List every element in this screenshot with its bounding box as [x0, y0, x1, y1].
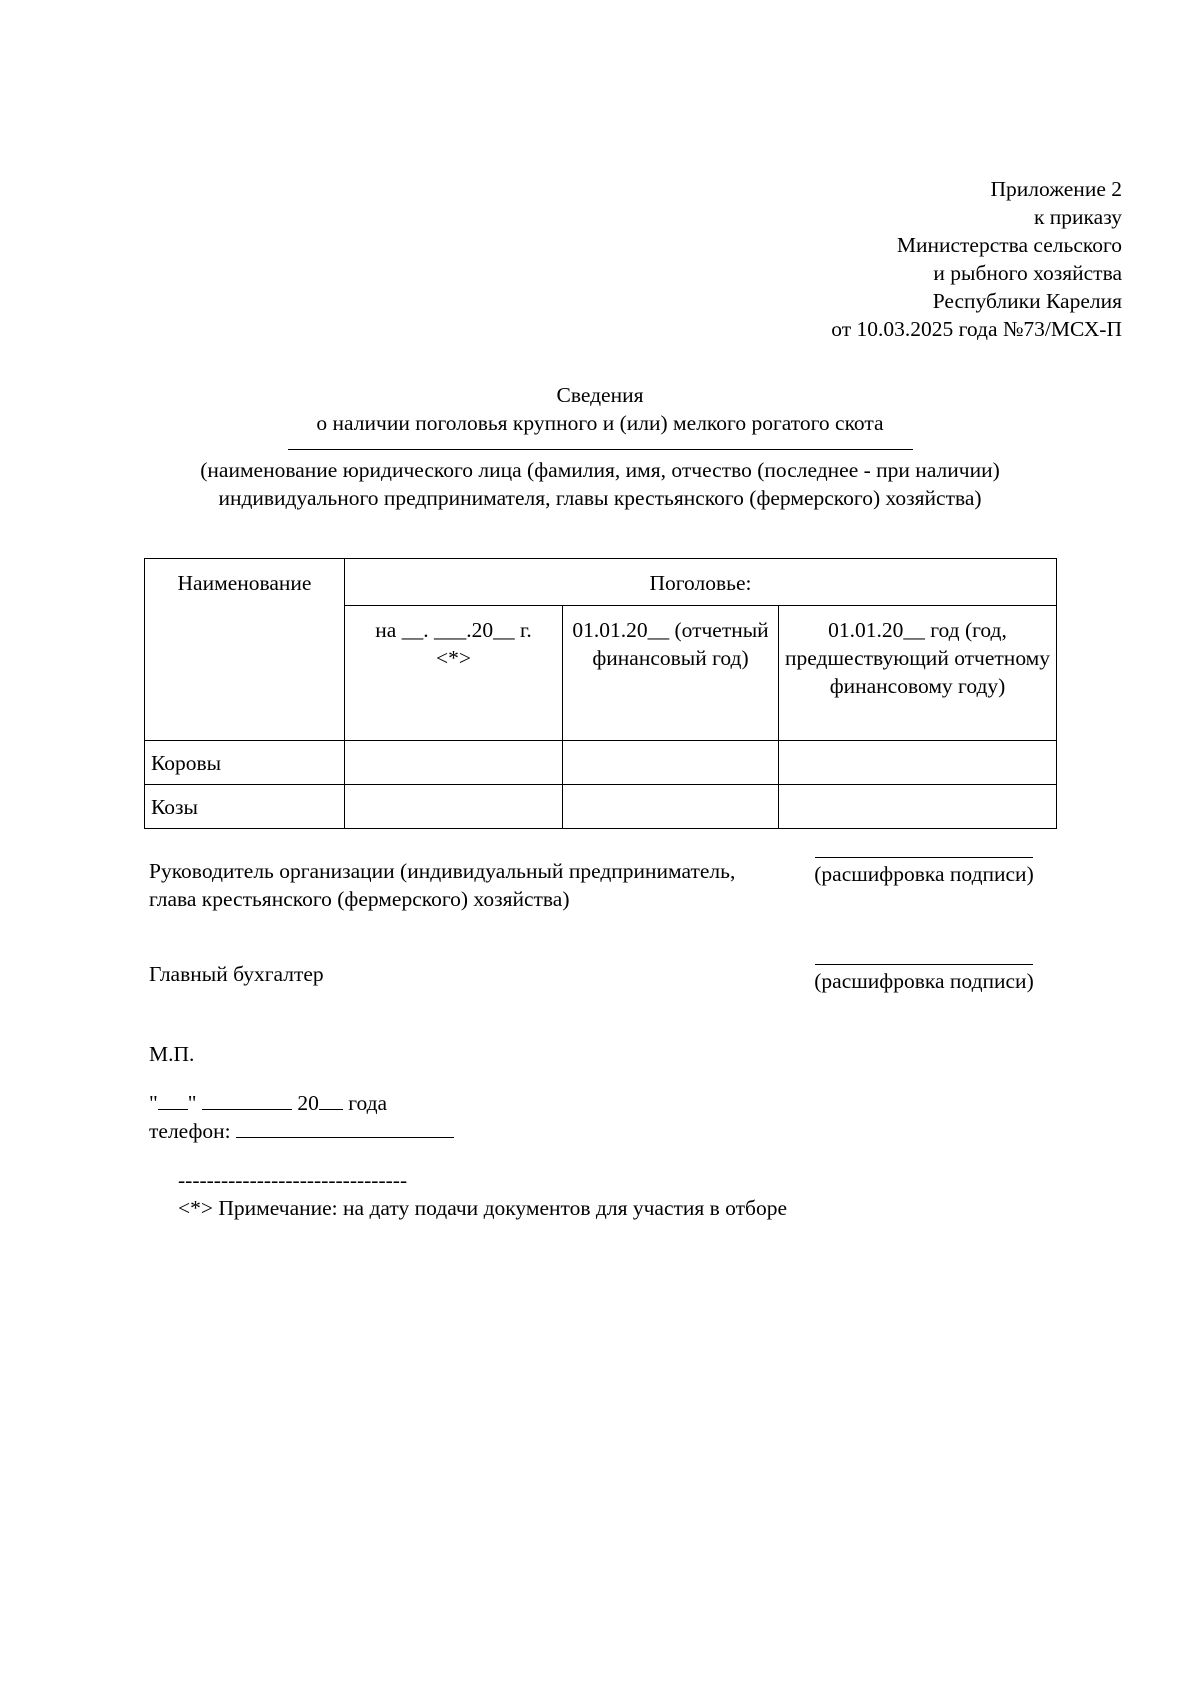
header-livestock: Поголовье:: [345, 559, 1057, 606]
appendix-header: [831, 175, 1122, 343]
footnote-marker: <*>: [435, 646, 471, 670]
accountant-signature-line[interactable]: [815, 964, 1033, 965]
subheader-previous-year: 01.01.20__ год (год, предшествующий отчетному финансовому году): [779, 606, 1057, 741]
phone-label: телефон:: [149, 1119, 231, 1143]
date-open-quote: ": [149, 1091, 158, 1115]
head-signature-caption: (расшифровка подписи): [814, 862, 1034, 886]
appendix-line: Приложение 2: [990, 177, 1122, 201]
table-row: [145, 741, 1057, 785]
date-line: [149, 1089, 387, 1117]
stamp-label: М.П.: [149, 1042, 195, 1066]
accountant-label: Главный бухгалтер: [149, 962, 324, 986]
year-suffix: года: [348, 1091, 388, 1115]
month-blank[interactable]: [202, 1089, 292, 1110]
input-cell[interactable]: [779, 741, 1057, 785]
phone-line: [149, 1117, 454, 1145]
table-header-row: [145, 559, 1057, 606]
year-prefix: 20: [297, 1091, 319, 1115]
input-cell[interactable]: [345, 741, 563, 785]
organization-name-hint: (наименование юридического лица (фамилия, имя, отчество (последнее - при наличии) индивидуального предпринимателя, главы крестьянского (фермерского) хозяйства): [200, 458, 1000, 510]
date-close-quote: ": [187, 1091, 197, 1115]
phone-blank[interactable]: [236, 1117, 454, 1138]
document-title: Сведения: [556, 383, 644, 407]
appendix-line: от 10.03.2025 года №73/МСХ-П: [831, 317, 1122, 341]
input-cell[interactable]: [345, 785, 563, 829]
appendix-line: Министерства сельского: [896, 233, 1122, 257]
appendix-line: Республики Карелия: [932, 289, 1122, 313]
head-label: Руководитель организации (индивидуальный предприниматель, глава крестьянского (фермерского) хозяйства): [149, 859, 736, 911]
footnote-separator: --------------------------------: [178, 1168, 408, 1192]
input-cell[interactable]: [779, 785, 1057, 829]
row-label-goats: Козы: [145, 785, 345, 829]
table-row: [145, 785, 1057, 829]
header-name: Наименование: [145, 559, 345, 741]
subheader-reporting-year: 01.01.20__ (отчетный финансовый год): [563, 606, 779, 741]
year-blank[interactable]: [319, 1089, 343, 1110]
head-signature-line[interactable]: [815, 857, 1033, 858]
footnote-text: <*> Примечание: на дату подачи документов для участия в отборе: [178, 1196, 788, 1220]
day-blank[interactable]: [158, 1089, 188, 1110]
subheader-current-date-text: на __. ___.20__ г.: [375, 618, 532, 642]
organization-name-line[interactable]: [288, 449, 913, 450]
livestock-table: [144, 558, 1057, 829]
row-label-cows: Коровы: [145, 741, 345, 785]
document-subtitle: о наличии поголовья крупного и (или) мелкого рогатого скота: [316, 411, 884, 435]
input-cell[interactable]: [563, 741, 779, 785]
subheader-current-date: [345, 606, 563, 741]
input-cell[interactable]: [563, 785, 779, 829]
document-title-block: [144, 381, 1056, 512]
appendix-line: к приказу: [1033, 205, 1122, 229]
accountant-signature-caption: (расшифровка подписи): [814, 969, 1034, 993]
appendix-line: и рыбного хозяйства: [933, 261, 1122, 285]
